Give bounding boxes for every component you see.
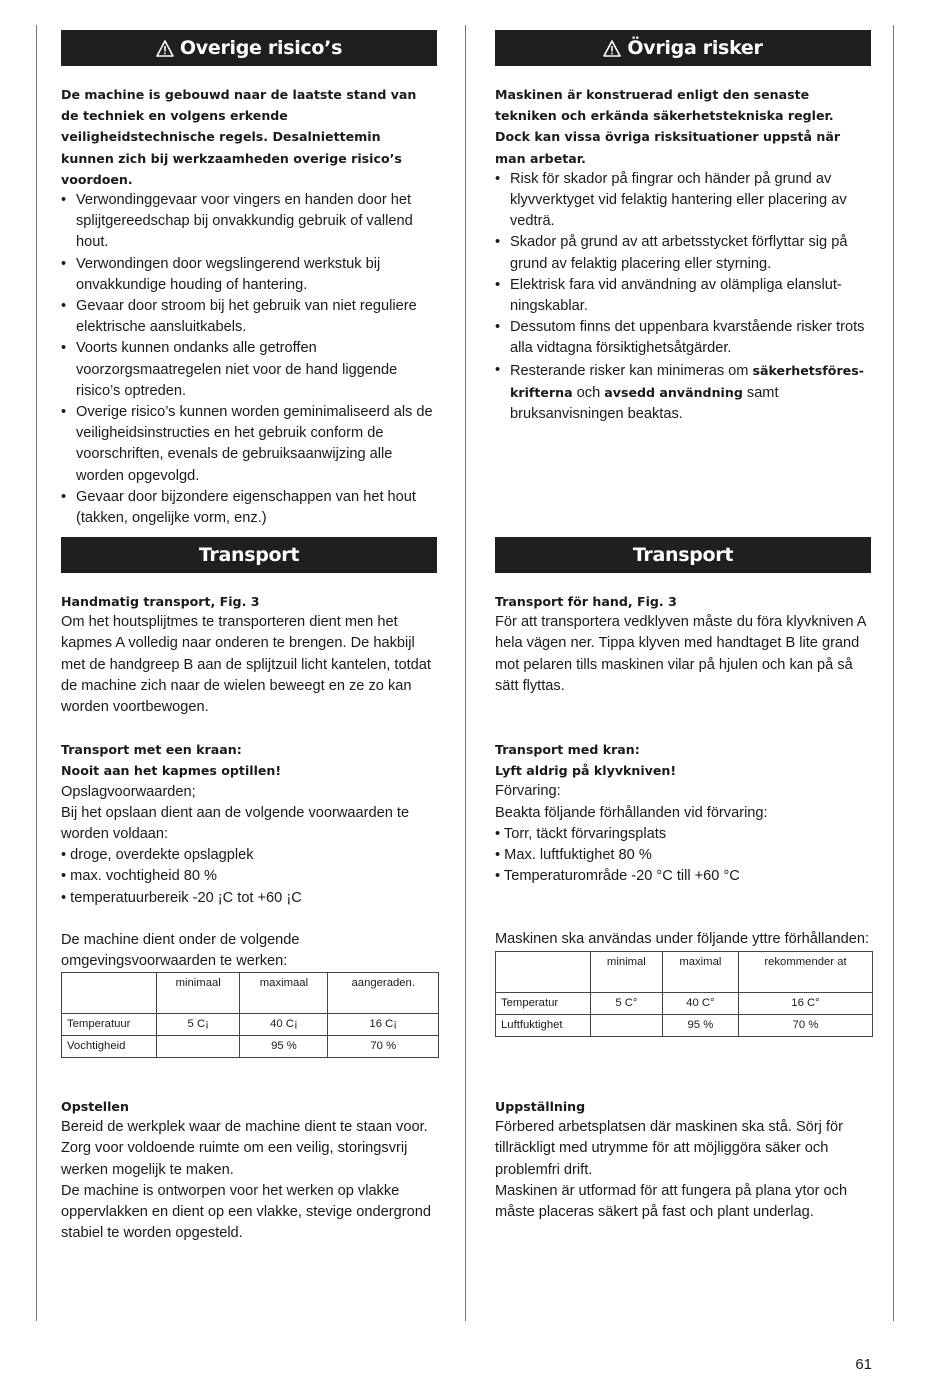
environment-table [495,951,873,1037]
risks-list [61,190,437,529]
table-cell: 5 C° [591,992,663,1014]
table-header [496,951,591,992]
setup-text: De machine is ontworpen voor het werken op vlakke oppervlakken en dient op een vlakke, stevige ondergrond stabiel te worden opgesteld. [61,1182,431,1242]
table-header: aangeraden. [328,973,439,1014]
table-cell: 70 % [738,1014,872,1036]
hand-transport-text: För att transportera vedklyven måste du föra klyvkniven A hela vägen ner. Tippa klyven med handtaget B lite grand mot pelaren tills maskinen vilar på hjulen och kan på så sätt flyttas. [495,614,866,694]
left-margin-rule [36,25,37,1321]
list-item: • Elektrisk fara vid användning av olämpliga elanslutningskablar. [495,275,871,317]
transport-heading-bar [495,537,871,573]
table-header: maximal [662,951,738,992]
table-cell: Temperatur [496,992,591,1014]
transport-section [495,537,871,1037]
list-item: • Gevaar door bijzondere eigenschappen van het hout (takken, ongelijke vorm, enz.) [61,487,437,529]
risks-list [495,169,871,425]
table-row [62,1036,439,1058]
transport-title: Transport [198,544,300,566]
storage-intro: Beakta följande förhållanden vid förvaring: [495,804,768,821]
table-cell: 16 C° [738,992,872,1014]
table-cell [157,1036,240,1058]
list-item: • Risk för skador på fingrar och händer på grund av klyvverktyget vid felaktig hantering eller placering av vedträ. [495,169,871,233]
list-item-text: och [572,384,605,401]
list-item: • temperatuurbereik -20 ¡C tot +60 ¡C [61,888,437,909]
list-item: • Voorts kunnen ondanks alle getroffen voorzorgsmaatregelen niet voor de hand liggende risico’s optreden. [61,338,437,402]
table-cell: 95 % [662,1014,738,1036]
list-item: • Gevaar door stroom bij het gebruik van niet reguliere elektrische aansluitkabels. [61,296,437,338]
list-item-emphasis: avsedd användning [604,384,743,400]
setup-heading: Opstellen [61,1099,129,1114]
list-item-text: samt bruksanvisningen beaktas. [510,384,779,423]
crane-warning: Lyft aldrig på klyvkniven! [495,763,677,779]
table-row [496,1014,873,1036]
table-cell: 16 C¡ [328,1014,439,1036]
warning-icon [156,40,174,57]
hand-transport-heading: Transport för hand, Fig. 3 [495,594,677,609]
storage-list [495,824,871,888]
list-item: • Verwondinggevaar voor vingers en handen door het splijtgereedschap bij onvakkundig gebruik of vallend hout. [61,190,437,254]
list-item: • Dessutom finns det uppenbara kvarstående risker trots alla vidtagna försiktighetsåtgärder. [495,317,871,359]
list-item-text: Resterande risker kan minimeras om [510,362,753,379]
table-header-row [62,973,439,1014]
list-item: • Max. luftfuktighet 80 % [495,845,871,866]
risks-section [495,30,871,425]
table-header: minimal [591,951,663,992]
table-header: rekommender at [738,951,872,992]
setup-text: Bereid de werkplek waar de machine dient te staan voor. Zorg voor voldoende ruimte om een veilig, storingsvrij werken mogelijk te maken. [61,1119,428,1178]
list-item: • Temperaturområde -20 °C till +60 °C [495,866,871,887]
setup-section [61,1096,437,1244]
list-item: • Verwondingen door wegslingerend werkstuk bij onvakkundige houding of hantering. [61,254,437,296]
table-cell: Temperatuur [62,1014,157,1036]
center-rule [465,25,466,1321]
setup-text: Maskinen är utformad för att fungera på plana ytor och måste placeras säkert på fast och plant underlag. [495,1182,848,1221]
table-cell: Vochtigheid [62,1036,157,1058]
risks-intro: De machine is gebouwd naar de laatste stand van de techniek en volgens erkende veiligheidstechnische regels. Desalniettemin kunnen zich bij werkzaamheden overige risico’s voordoen. [61,87,417,187]
table-header: maximaal [240,973,328,1014]
crane-heading: Transport med kran: [495,742,640,758]
list-item: • Torr, täckt förvaringsplats [495,824,871,845]
table-cell: Luftfuktighet [496,1014,591,1036]
table-row [62,1014,439,1036]
table-cell: 40 C¡ [240,1014,328,1036]
table-header [62,973,157,1014]
risks-heading-bar [61,30,437,66]
hand-transport-heading: Handmatig transport, Fig. 3 [61,594,260,609]
environment-table [61,972,439,1058]
table-cell [591,1014,663,1036]
setup-section [495,1096,871,1223]
risks-title: Övriga risker [627,37,763,59]
warning-icon [603,40,621,57]
table-cell: 5 C¡ [157,1014,240,1036]
storage-list [61,845,437,909]
transport-heading-bar [61,537,437,573]
setup-heading: Uppställning [495,1099,586,1114]
list-item: • max. vochtigheid 80 % [61,866,437,887]
environment-intro: De machine dient onder de volgende omgevingsvoorwaarden te werken: [61,931,300,970]
table-cell: 70 % [328,1036,439,1058]
list-item [495,360,871,426]
storage-label: Opslagvoorwaarden; [61,783,196,800]
risks-intro: Maskinen är konstruerad enligt den senaste tekniken och erkända säkerhetstekniska regler. Dock kan vissa övriga risksituationer uppstå när man arbetar. [495,87,841,166]
environment-intro: Maskinen ska användas under följande yttre förhållanden: [495,931,870,948]
risks-section [61,30,437,529]
crane-warning: Nooit aan het kapmes optillen! [61,763,282,779]
page-number: 61 [855,1356,872,1373]
storage-intro: Bij het opslaan dient aan de volgende voorwaarden te worden voldaan: [61,804,410,843]
risks-heading-bar [495,30,871,66]
transport-title: Transport [632,544,734,566]
transport-section [61,537,437,1058]
right-margin-rule [893,25,894,1321]
table-header-row [496,951,873,992]
list-item: • Overige risico’s kunnen worden geminimaliseerd als de veiligheidsinstructies en het gebruik conform de voorschriften, evenals de gebruiksaanwijzing alle worden opgevolgd. [61,402,437,487]
setup-text: Förbered arbetsplatsen där maskinen ska stå. Sörj för tillräckligt med utrymme för att möjliggöra säker och problemfri drift. [495,1119,843,1178]
table-cell: 40 C° [662,992,738,1014]
storage-label: Förvaring: [495,783,561,800]
table-header: minimaal [157,973,240,1014]
list-item: • droge, overdekte opslagplek [61,845,437,866]
list-item: • Skador på grund av att arbetsstycket förflyttar sig på grund av felaktig placering eller styrning. [495,232,871,274]
table-cell: 95 % [240,1036,328,1058]
crane-heading: Transport met een kraan: [61,742,242,758]
risks-title: Overige risico’s [179,37,343,59]
hand-transport-text: Om het houtsplijtmes te transporteren dient men het kapmes A volledig naar onderen te brengen. De hakbijl met de handgreep B aan de splijtzuil licht kantelen, totdat de machine zich naar de wielen beweegt en ze zo kan worden voortbewogen. [61,614,431,716]
table-row [496,992,873,1014]
list-item-emphasis: säkerhetsföreskrifterna [510,362,864,400]
